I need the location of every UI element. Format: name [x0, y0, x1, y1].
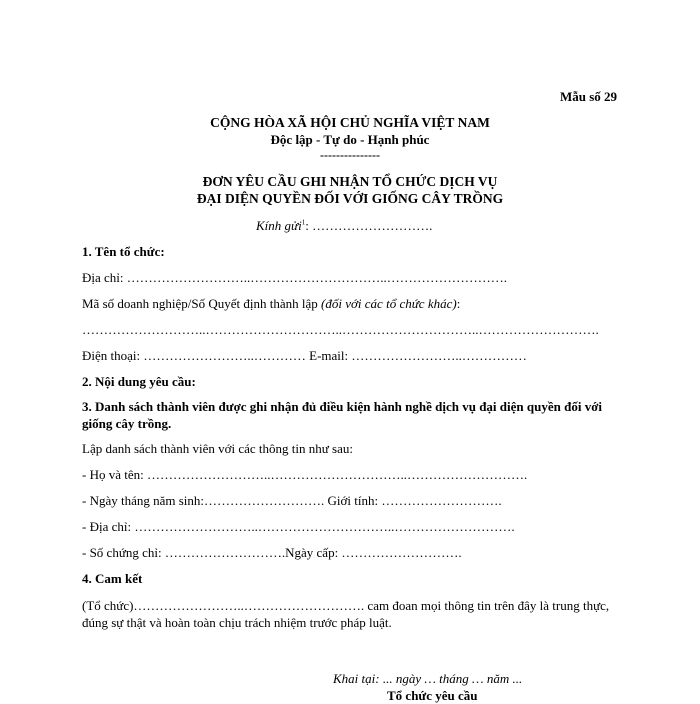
- business-code-label: Mã số doanh nghiệp/Số Quyết định thành lập: [82, 296, 322, 311]
- recipient-footnote: 1: [301, 218, 306, 227]
- business-code-field: [82, 296, 460, 312]
- recipient-line: [256, 218, 432, 234]
- document-title-line1: ĐƠN YÊU CẦU GHI NHẬN TỔ CHỨC DỊCH VỤ: [202, 174, 498, 189]
- national-motto: Độc lập - Tự do - Hạnh phúc: [270, 132, 430, 147]
- commitment-heading: 4. Cam kết: [82, 571, 143, 586]
- member-certificate-field: - Số chứng chỉ: ……………………….Ngày cấp: ……………………….: [82, 545, 462, 560]
- recipient-dots: : ……………………….: [305, 218, 433, 233]
- national-title: CỘNG HÒA XÃ HỘI CHỦ NGHĨA VIỆT NAM: [210, 115, 490, 130]
- signing-place-date: Khai tại: ... ngày … tháng … năm ...: [333, 671, 523, 686]
- business-code-dots: ………………………..…………………………..…………………………..……………………….: [82, 322, 599, 337]
- header-divider: ---------------: [320, 148, 380, 162]
- form-number: Mẫu số 29: [559, 89, 617, 104]
- member-address-field: - Địa chỉ: ………………………..…………………………..……………………….: [82, 519, 515, 534]
- business-code-note: (đối với các tổ chức khác): [321, 296, 457, 311]
- phone-email-field: Điện thoại: ……………………..………… E-mail: ……………………..……………: [82, 348, 527, 363]
- signing-org-label: Tổ chức yêu cầu: [387, 688, 478, 703]
- member-list-intro: Lập danh sách thành viên với các thông tin như sau:: [82, 441, 353, 456]
- member-dob-gender-field: - Ngày tháng năm sinh:………………………. Giới tính: ……………………….: [82, 493, 502, 508]
- document-title-line2: ĐẠI DIỆN QUYỀN ĐỐI VỚI GIỐNG CÂY TRỒNG: [196, 191, 504, 206]
- recipient-label: Kính gửi: [256, 218, 302, 233]
- request-content-heading: 2. Nội dung yêu cầu:: [82, 374, 196, 389]
- business-code-suffix: :: [456, 296, 461, 311]
- org-address-field: Địa chỉ: ………………………..…………………………..……………………….: [82, 270, 508, 285]
- org-name-heading: 1. Tên tổ chức:: [82, 244, 165, 259]
- member-name-field: - Họ và tên: ………………………..…………………………..……………………….: [82, 467, 528, 482]
- member-list-heading: 3. Danh sách thành viên được ghi nhận đủ điều kiện hành nghề dịch vụ đại diện quyền đối với giống cây trồng.: [82, 399, 602, 431]
- commitment-text: (Tổ chức)……………………..………………………. cam đoan mọi thông tin trên đây là trung thực, đúng sự thật và hoàn toàn chịu trách nhiệm trước pháp luật.: [82, 598, 610, 630]
